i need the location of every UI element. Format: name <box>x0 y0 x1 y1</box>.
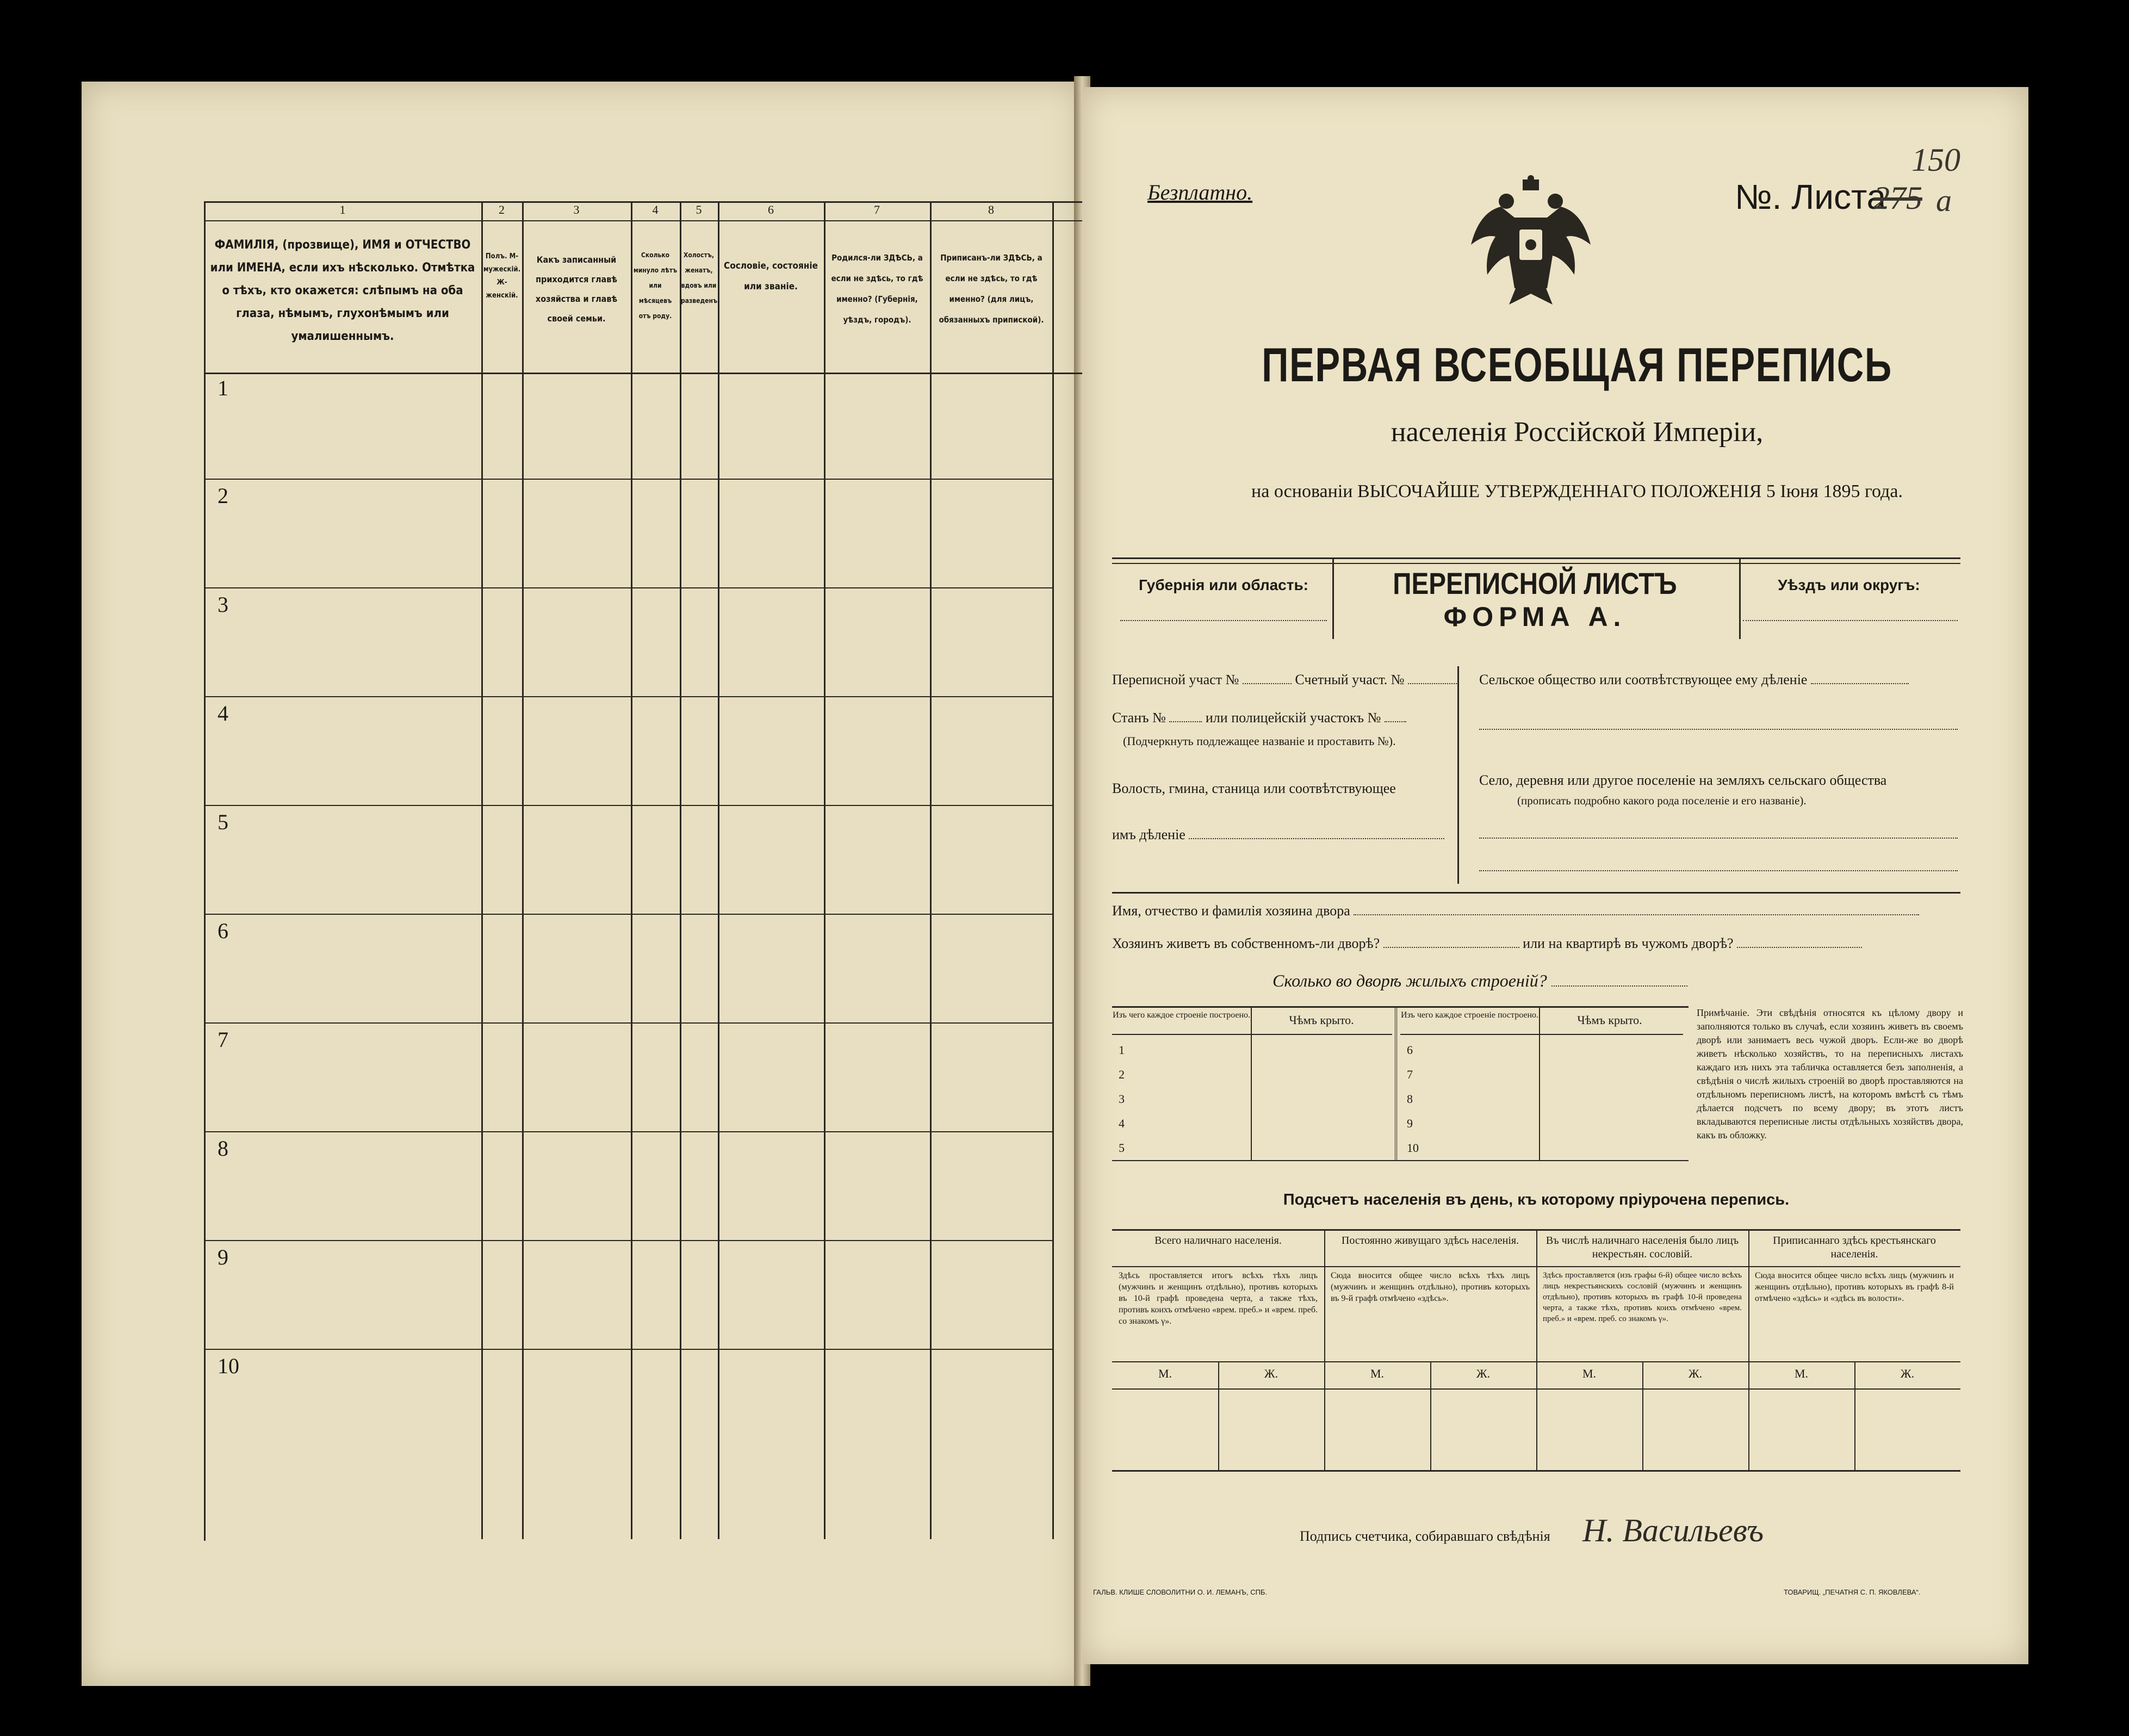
field-label: или на квартирѣ въ чужомъ дворѣ? <box>1523 935 1734 951</box>
field-label: Имя, отчество и фамилія хозяина двора <box>1112 903 1350 919</box>
row-rule <box>204 1349 1052 1350</box>
count-desc: Здѣсь проставляется итогъ всѣхъ тѣхъ лицъ (мужчинъ и женщинъ отдѣльно), противъ которыхъ въ 10-й графѣ проведена черта, а также тѣхъ, противъ коихъ отмѣчено «врем. преб.» и «врем. преб. со знакомъ γ». <box>1119 1271 1318 1326</box>
imperial-emblem <box>1468 174 1593 315</box>
fields-divider <box>1457 666 1459 884</box>
sheet-title: ПЕРЕПИСНОЙ ЛИСТЪ <box>1393 566 1677 600</box>
bld-row-number: 9 <box>1407 1117 1413 1130</box>
bld-rows-left <box>1119 1038 1125 1160</box>
bld-row-number: 8 <box>1407 1092 1413 1106</box>
col-divider <box>718 201 719 1539</box>
count-title: Подсчетъ населенія въ день, къ которому пріурочена перепись. <box>1283 1191 1790 1208</box>
col-divider <box>1052 201 1054 1539</box>
table-frame <box>204 201 1084 1541</box>
field-label: имъ дѣленіе <box>1112 827 1185 842</box>
row-number: 10 <box>218 1354 239 1378</box>
footer-right: ТОВАРИЩ. „ПЕЧАТНЯ С. П. ЯКОВЛЕВА“. <box>1784 1588 1921 1596</box>
count-col-rule <box>1748 1231 1749 1470</box>
header-registered: Приписанъ-ли ЗДѢСЬ, а если не здѣсь, то гдѣ именно? (для лицъ, обязанныхъ припиской). <box>939 253 1044 325</box>
female-label: Ж. <box>1476 1367 1491 1380</box>
row-rule <box>204 1131 1052 1132</box>
female-label: Ж. <box>1900 1367 1915 1380</box>
header-birthplace: Родился-ли ЗДѢСЬ, а если не здѣсь, то гдѣ именно? (Губернія, уѣздъ, городъ). <box>831 253 923 325</box>
bld-rows-right <box>1407 1038 1419 1160</box>
row-number: 2 <box>218 483 228 508</box>
bld-roof-head: Чѣмъ крыто. <box>1577 1013 1642 1027</box>
field-label: или полицейскій участокъ № <box>1205 710 1381 726</box>
column-number: 8 <box>988 203 994 216</box>
village-line[interactable] <box>1479 870 1958 871</box>
sheet-number-handwritten: а <box>1936 183 1952 218</box>
row-number: 9 <box>218 1245 228 1269</box>
field-label: Переписной участ № <box>1112 672 1239 687</box>
column-number: 6 <box>768 203 774 216</box>
row-rule <box>204 1022 1052 1024</box>
header-sex: Полъ. М-мужескій. Ж-женскій. <box>483 252 521 300</box>
count-head: Всего наличнаго населенія. <box>1154 1235 1282 1247</box>
count-desc: Сюда вносится общее число всѣхъ лицъ (мужчинъ и женщинъ отдѣльно), противъ которыхъ въ графѣ 8-й отмѣчено «здѣсь» и «здѣсь въ волости». <box>1755 1271 1954 1303</box>
bld-head-rule <box>1112 1034 1392 1035</box>
census-title: ПЕРВАЯ ВСЕОБЩАЯ ПЕРЕПИСЬ <box>1262 338 1892 392</box>
male-label: М. <box>1158 1367 1172 1380</box>
count-head: Постоянно живущаго здѣсь населенія. <box>1341 1235 1519 1247</box>
count-col-rule <box>1536 1231 1537 1470</box>
district-label: Уѣздъ или округъ: <box>1778 576 1920 593</box>
count-head: Приписаннаго здѣсь крестьянскаго населенія. <box>1773 1235 1936 1260</box>
row-number: 7 <box>218 1027 228 1052</box>
free-label: Безплатно. <box>1147 180 1253 204</box>
section-rule <box>1112 892 1960 894</box>
field-label: Станъ № <box>1112 710 1166 726</box>
enumerator-signature: Н. Васильевъ <box>1582 1512 1764 1548</box>
header-estate: Сословіе, состояніе или званіе. <box>724 261 818 292</box>
col-divider <box>680 201 681 1539</box>
rural-society-field[interactable] <box>1479 672 1909 688</box>
col-divider <box>824 201 825 1539</box>
field-label: Сколько во дворѣ жилыхъ строеній? <box>1273 971 1547 990</box>
footer-left: ГАЛЬВ. КЛИШЕ СЛОВОЛИТНИ О. И. ЛЕМАНЪ, СПБ. <box>1093 1588 1268 1596</box>
bld-row-number: 10 <box>1407 1141 1419 1155</box>
row-rule <box>204 696 1052 697</box>
volost-field[interactable] <box>1112 827 1444 843</box>
bld-row-number: 6 <box>1407 1043 1413 1057</box>
count-head: Въ числѣ наличнаго населенія было лицъ некрестьян. сословій. <box>1545 1235 1739 1260</box>
col-divider <box>522 201 524 1539</box>
district-field[interactable] <box>1743 620 1958 621</box>
male-label: М. <box>1794 1367 1809 1380</box>
column-number: 1 <box>339 203 346 216</box>
province-label: Губернія или область: <box>1138 576 1309 593</box>
field-label: Сельское общество или соотвѣтствующее ему дѣленіе <box>1479 672 1808 687</box>
census-district-field[interactable] <box>1112 672 1457 688</box>
female-label: Ж. <box>1688 1367 1703 1380</box>
buildings-note: Примѣчаніе. Эти свѣдѣнія относятся къ цѣлому двору и заполняются только въ случаѣ, если хозяинъ живетъ въ своемъ дворѣ или занимаетъ весь чужой дворъ. Если-же во дворѣ живетъ нѣсколько хозяйствъ, то на переписныхъ листахъ каждаго изъ нихъ эта табличка оставляется безъ заполненія, а свѣдѣнія о числѣ жилыхъ строеній во дворѣ проставляются на отдѣльномъ переписномъ листѣ, на которомъ вмѣстѣ съ тѣмъ дѣлается подсчетъ по всему двору; въ этотъ листъ вкладываются переписные листы отдѣльныхъ хозяйствъ двора, какъ въ обложку. <box>1697 1007 1963 1140</box>
bld-material-head: Изъ чего каждое строеніе построено. <box>1112 1010 1251 1020</box>
row-rule <box>204 587 1052 588</box>
bld-split <box>1395 1008 1397 1160</box>
bld-row-number: 4 <box>1119 1117 1125 1130</box>
bld-roof-head: Чѣмъ крыто. <box>1289 1013 1354 1027</box>
sheet-number-struck: 275 <box>1873 180 1922 216</box>
sheet-label: №. Листа <box>1735 177 1886 216</box>
female-label: Ж. <box>1264 1367 1278 1380</box>
signature-label: Подпись счетчика, собиравшаго свѣдѣнія <box>1300 1528 1550 1544</box>
column-number: 5 <box>696 203 702 216</box>
row-rule <box>204 914 1052 915</box>
row-number: 1 <box>218 376 228 400</box>
bld-row-number: 1 <box>1119 1043 1125 1057</box>
buildings-table-right <box>1400 1008 1683 1160</box>
count-desc: Сюда вносится общее число всѣхъ тѣхъ лицъ (мужчинъ и женщинъ отдѣльно), противъ которыхъ въ 9-й графѣ отмѣчено «здѣсь». <box>1331 1271 1530 1303</box>
legal-basis: на основаніи ВЫСОЧАЙШЕ УТВЕРЖДЕННАГО ПОЛОЖЕНІЯ 5 Іюня 1895 года. <box>1251 481 1903 501</box>
village-note: (прописать подробно какого рода поселеніе и его названіе). <box>1517 794 1807 807</box>
bld-col-rule <box>1251 1008 1252 1160</box>
owner-lives-field[interactable] <box>1112 935 1862 952</box>
archive-number: 150 <box>1911 142 1960 178</box>
row-number: 5 <box>218 810 228 834</box>
census-subtitle: населенія Россійской Имперіи, <box>1391 417 1764 448</box>
field-label: Хозяинъ живетъ въ собственномъ-ли дворѣ? <box>1112 935 1380 951</box>
column-number-rule <box>204 220 1082 221</box>
rural-society-line[interactable] <box>1479 729 1958 730</box>
row-rule <box>204 479 1052 480</box>
bld-head-rule <box>1400 1034 1683 1035</box>
header-name: ФАМИЛІЯ, (прозвище), ИМЯ и ОТЧЕСТВО или ИМЕНА, если ихъ нѣсколько. Отмѣтка о тѣхъ, кто окажется: слѣпымъ на оба глаза, нѣмымъ, глухонѣмымъ или умалишеннымъ. <box>210 238 475 343</box>
count-desc: Здѣсь проставляется (изъ графы 6-й) общее число всѣхъ лицъ некрестьянскихъ сословій (мужчинъ и женщинъ отдѣльно), противъ которыхъ въ графѣ 10-й проведена черта, а также тѣхъ, противъ коихъ отмѣчено «врем. преб.» и «врем. преб. со знакомъ γ». <box>1543 1271 1742 1323</box>
column-number: 2 <box>499 203 505 216</box>
count-table <box>1112 1229 1960 1472</box>
male-label: М. <box>1370 1367 1385 1380</box>
count-col-rule <box>1324 1231 1325 1470</box>
bld-row-number: 2 <box>1119 1068 1125 1081</box>
header-relation: Какъ записанный приходится главѣ хозяйства и главѣ своей семьи. <box>535 255 618 324</box>
header-marital: Холостъ, женатъ, вдовъ или разведенъ. <box>681 251 720 305</box>
column-number: 3 <box>573 203 580 216</box>
bld-row-number: 7 <box>1407 1068 1413 1081</box>
owner-name-field[interactable] <box>1112 903 1919 919</box>
row-number: 4 <box>218 701 228 726</box>
buildings-table-left <box>1112 1008 1395 1160</box>
header-bottom-rule <box>204 373 1082 374</box>
row-rule <box>204 805 1052 806</box>
stan-field[interactable] <box>1112 710 1406 726</box>
col-divider <box>631 201 632 1539</box>
column-number: 7 <box>874 203 880 216</box>
province-field[interactable] <box>1120 620 1327 621</box>
row-number: 3 <box>218 592 228 617</box>
row-number: 6 <box>218 919 228 943</box>
village-line[interactable] <box>1479 838 1958 839</box>
sheet-number-label <box>1735 177 1886 217</box>
bld-material-head: Изъ чего каждое строеніе построено. <box>1400 1010 1539 1020</box>
double-headed-eagle-icon <box>1468 174 1593 315</box>
header-age: Сколько минуло лѣтъ или мѣсяцевъ отъ роду. <box>633 251 678 320</box>
stan-note: (Подчеркнуть подлежащее названіе и проставить №). <box>1123 734 1396 748</box>
form-label: ФОРМА А. <box>1443 602 1627 632</box>
volost-label: Волость, гмина, станица или соотвѣтствующее <box>1112 780 1396 796</box>
buildings-question[interactable] <box>1273 971 1687 991</box>
male-label: М. <box>1582 1367 1597 1380</box>
bld-col-rule <box>1539 1008 1540 1160</box>
bld-row-number: 3 <box>1119 1092 1125 1106</box>
row-rule <box>204 1240 1052 1241</box>
col-divider <box>481 201 483 1539</box>
field-label: Счетный участ. № <box>1295 672 1405 687</box>
bld-row-number: 5 <box>1119 1141 1125 1155</box>
village-label: Село, деревня или другое поселеніе на земляхъ сельскаго общества <box>1479 772 1887 788</box>
column-number: 4 <box>652 203 659 216</box>
buildings-table <box>1112 1006 1689 1161</box>
col-divider <box>930 201 932 1539</box>
row-number: 8 <box>218 1136 228 1161</box>
